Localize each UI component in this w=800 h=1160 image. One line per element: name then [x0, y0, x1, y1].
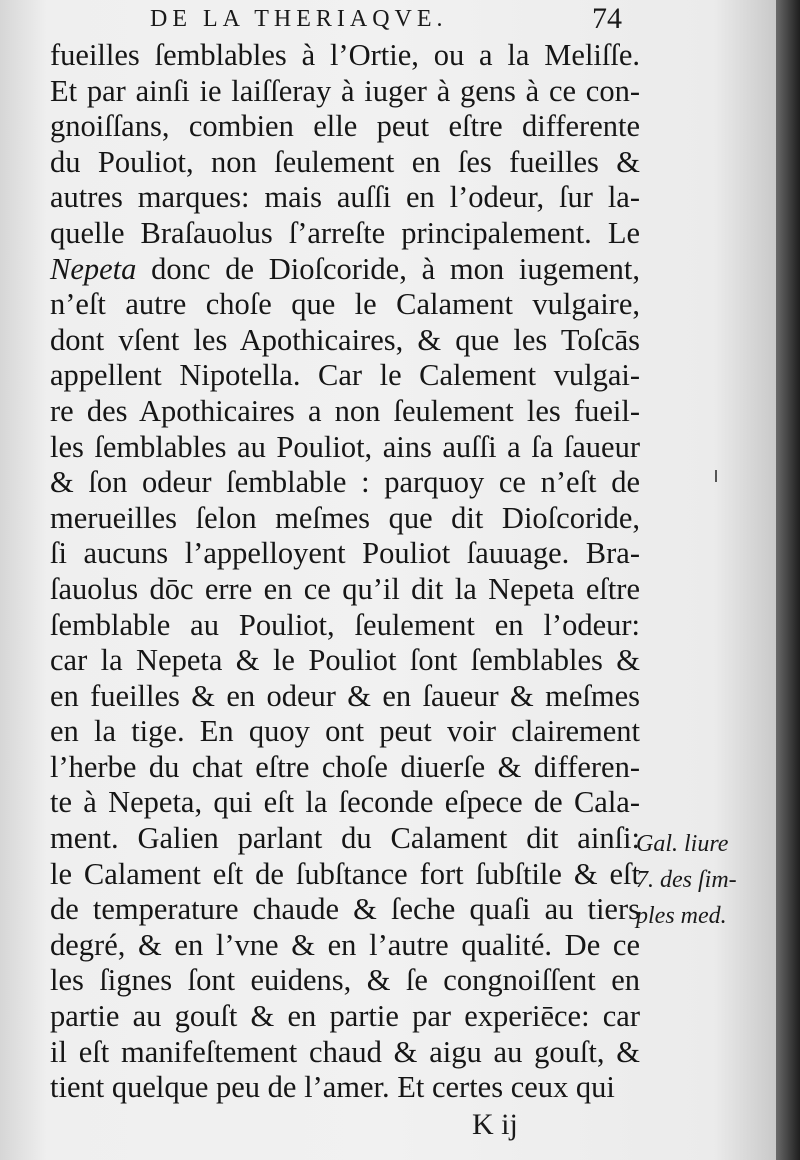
text-line: les ſignes ſont euidens, & ſe congnoiſſent en [50, 963, 640, 998]
text-line: ſemblable au Pouliot, ſeulement en l’odeur: [50, 607, 640, 642]
text-line: & ſon odeur ſemblable : parquoy ce n’eſt de [50, 465, 640, 500]
signature-mark: K ij [472, 1108, 518, 1141]
text-line: en fueilles & en odeur & en ſaueur & meſmes [50, 678, 640, 713]
text-line: n’eſt autre choſe que le Calament vulgaire, [50, 287, 640, 322]
margin-note-line: 7. des ſim- [636, 867, 737, 893]
text-line: te à Nepeta, qui eſt la ſeconde eſpece de Cala- [50, 785, 640, 820]
text-line: quelle Braſauolus ſ’arreſte principalement. Le [50, 215, 640, 250]
ink-speck [715, 470, 717, 482]
page-number: 74 [592, 2, 622, 35]
text-line: en la tige. En quoy ont peut voir clairement [50, 714, 640, 749]
text-line: dont vſent les Apothicaires, & que les Toſcās [50, 322, 640, 357]
text-line: ment. Galien parlant du Calament dit ainſi: [50, 821, 640, 856]
text-line: du Pouliot, non ſeulement en ſes fueilles & [50, 144, 640, 179]
text-line: re des Apothicaires a non ſeulement les fueil- [50, 393, 640, 428]
body-text [50, 38, 640, 1106]
text-line: degré, & en l’vne & en l’autre qualité. De ce [50, 927, 640, 962]
text-line: les ſemblables au Pouliot, ains auſſi a ſa ſaueur [50, 429, 640, 464]
text-line: ſi aucuns l’appelloyent Pouliot ſauuage. Bra- [50, 536, 640, 571]
text-line: de temperature chaude & ſeche quaſi au tiers [50, 892, 640, 927]
text-line: Et par ainſi ie laiſſeray à iuger à gens à ce con- [50, 73, 640, 108]
text-line-nepeta [50, 252, 640, 288]
text-line: ſauolus dōc erre en ce qu’il dit la Nepeta eſtre [50, 571, 640, 606]
margin-note-line: ples med. [636, 903, 727, 929]
margin-note-line: Gal. liure [636, 831, 729, 857]
text-line: partie au gouſt & en partie par experiēce: car [50, 999, 640, 1034]
margin-note [636, 826, 768, 934]
text-line: tient quelque peu de l’amer. Et certes ceux qui [50, 1070, 615, 1105]
text-line: l’herbe du chat eſtre choſe diuerſe & differen- [50, 749, 640, 784]
running-title: DE LA THERIAQVE. [150, 6, 448, 32]
text-line: le Calament eſt de ſubſtance fort ſubſtile & eſt [50, 856, 640, 891]
text-line: fueilles ſemblables à l’Ortie, ou a la Meliſſe. [50, 38, 640, 72]
text-line: appellent Nipotella. Car le Calement vulgai- [50, 358, 640, 393]
text-line: autres marques: mais auſſi en l’odeur, ſur la- [50, 180, 640, 215]
italic-term: Nepeta [50, 251, 137, 286]
text-line-rest: donc de Dioſcoride, à mon iugement, [136, 251, 640, 286]
text-line: il eſt manifeſtement chaud & aigu au gouſt, & [50, 1034, 640, 1069]
text-line: gnoiſſans, combien elle peut eſtre differente [50, 109, 640, 144]
text-line: car la Nepeta & le Pouliot ſont ſemblables & [50, 643, 640, 678]
text-line: merueilles ſelon meſmes que dit Dioſcoride, [50, 500, 640, 535]
binding-shadow [776, 0, 800, 1160]
